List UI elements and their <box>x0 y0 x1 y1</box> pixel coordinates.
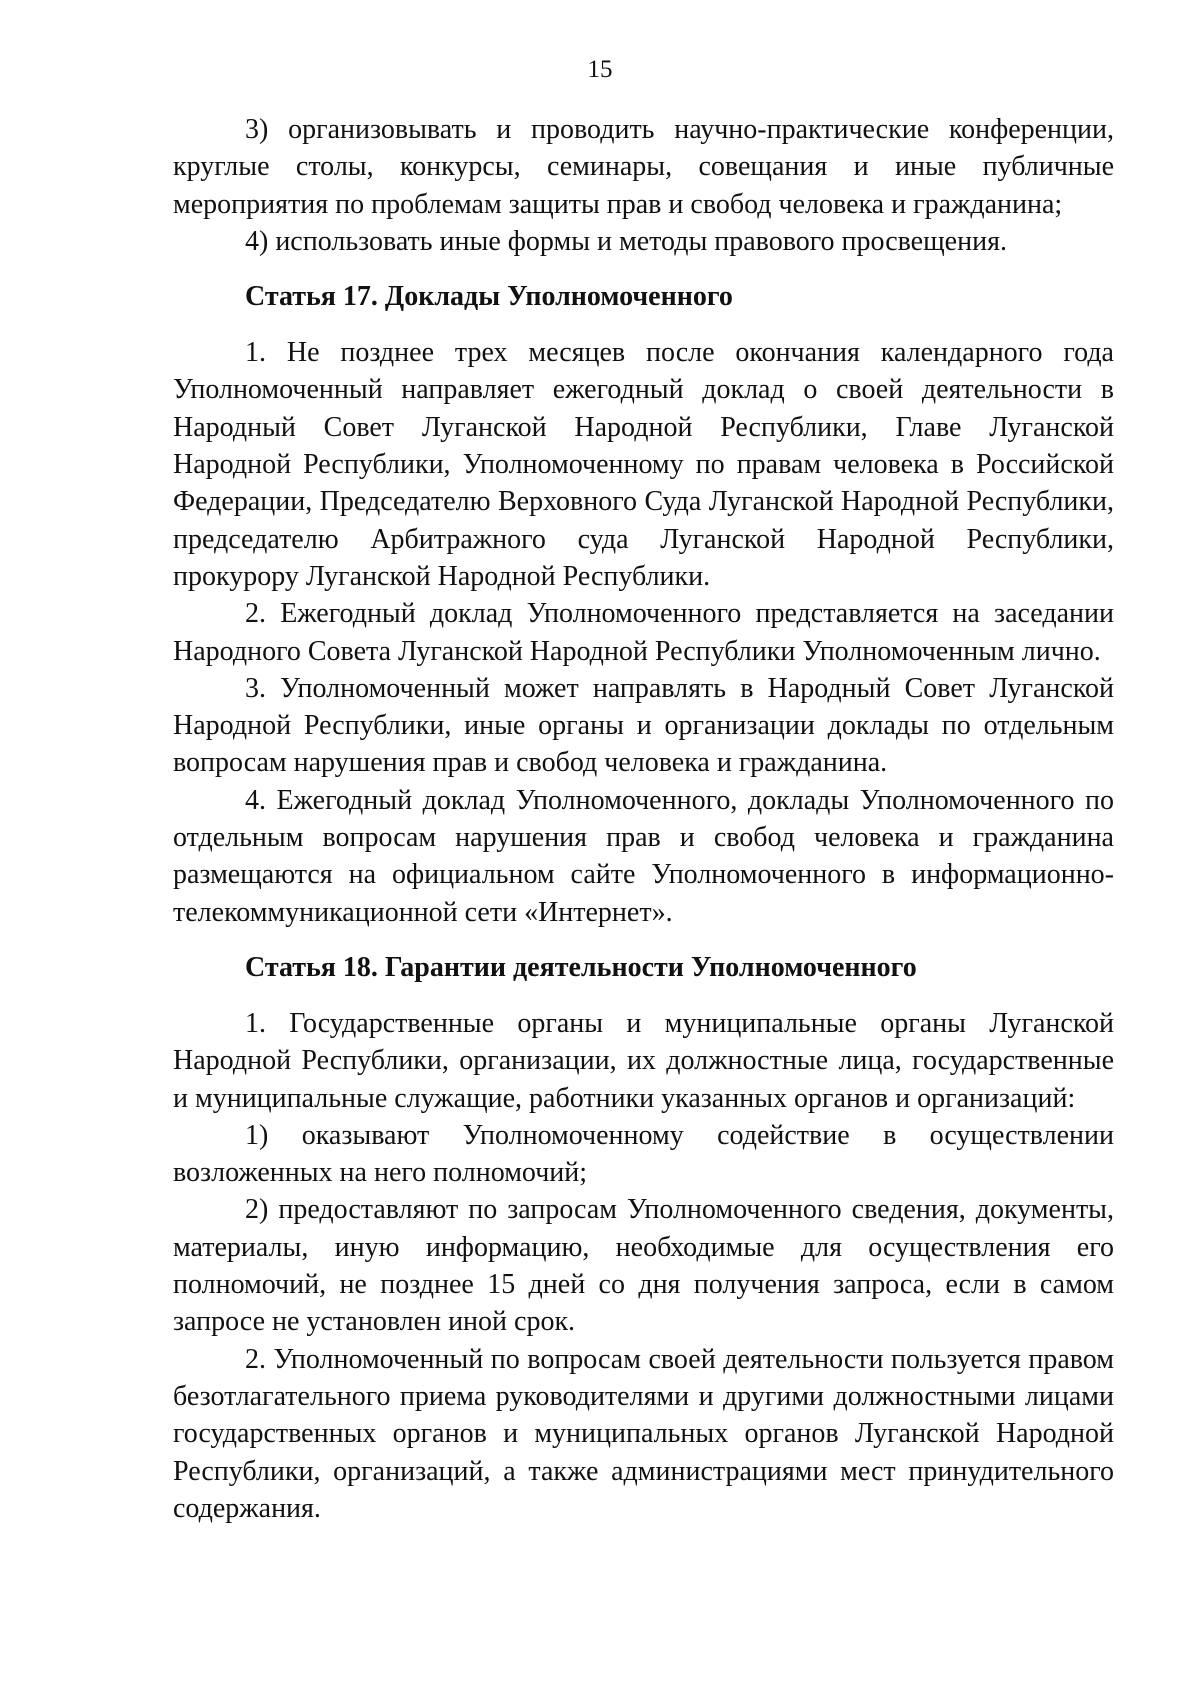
document-body <box>173 111 1114 1527</box>
page-number: 15 <box>587 56 613 83</box>
paragraph-item-4: 4) использовать иные формы и методы правового просвещения. <box>245 225 1007 257</box>
paragraph-item-3: 3) организовывать и проводить научно-практические конференции, круглые столы, конкурсы, семинары, совещания и иные публичные мероприятия по проблемам защиты прав и свобод человека и гражданина; <box>173 114 1114 220</box>
article-18-subitem-1: 1) оказывают Уполномоченному содействие в осуществлении возложенных на него полномочий; <box>173 1119 1114 1189</box>
article-17-paragraph-2: 2. Ежегодный доклад Уполномоченного представляется на заседании Народного Совета Луганской Народной Республики Уполномоченным лично. <box>173 598 1114 667</box>
article-17-paragraph-3: 3. Уполномоченный может направлять в Народный Совет Луганской Народной Республики, иные органы и организации доклады по отдельным вопросам нарушения прав и свобод человека и гражданина. <box>173 672 1114 779</box>
article-18-subitem-2: 2) предоставляют по запросам Уполномоченного сведения, документы, материалы, иную информацию, необходимые для осуществления его полномочий, не позднее 15 дней со дня получения запроса, если в самом запросе не установлен иной срок. <box>173 1194 1114 1338</box>
article-18-paragraph-1: 1. Государственные органы и муниципальные органы Луганской Народной Республики, организации, их должностные лица, государственные и муниципальные служащие, работники указанных органов и организаций: <box>173 1007 1114 1114</box>
article-17-heading: Статья 17. Доклады Уполномоченного <box>245 281 733 313</box>
article-18-heading: Статья 18. Гарантии деятельности Уполномоченного <box>245 951 917 983</box>
article-17-paragraph-1: 1. Не позднее трех месяцев после окончания календарного года Уполномоченный направляет ежегодный доклад о своей деятельности в Народный Совет Луганской Народной Республики, Главе Луганской Народной Республики, Уполномоченному по правам человека в Российской Федерации, Председателю Верховного Суда Луганской Народной Республики, председателю Арбитражного суда Луганской Народной Республики, прокурору Луганской Народной Республики. <box>173 337 1114 592</box>
article-17-paragraph-4: 4. Ежегодный доклад Уполномоченного, доклады Уполномоченного по отдельным вопросам нарушения прав и свобод человека и гражданина размещаются на официальном сайте Уполномоченного в информационно-телекоммуникационной сети «Интернет». <box>173 784 1114 928</box>
article-18-paragraph-2: 2. Уполномоченный по вопросам своей деятельности пользуется правом безотлагательного приема руководителями и другими должностными лицами государственных органов и муниципальных органов Луганской Народной Республики, организаций, а также администрациями мест принудительного содержания. <box>173 1343 1114 1524</box>
